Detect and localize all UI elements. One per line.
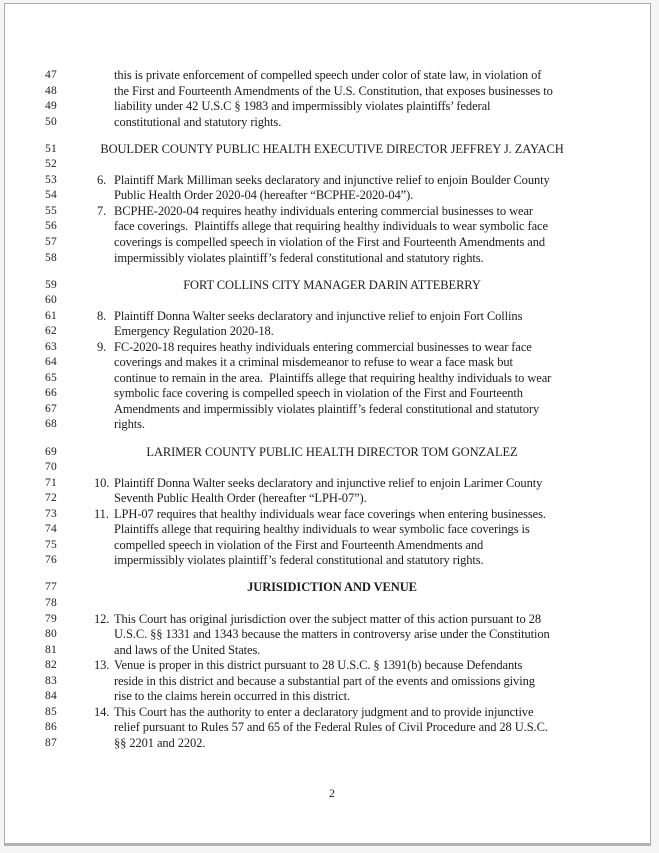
- line-text: Public Health Order 2020-04 (hereafter “BCPHE-2020-04”).: [114, 188, 414, 203]
- line-number: 85: [45, 705, 57, 718]
- line-number: 66: [45, 387, 57, 400]
- line-text: Emergency Regulation 2020-18.: [114, 324, 274, 339]
- line-text: rights.: [114, 417, 145, 432]
- document-line: [5, 460, 650, 476]
- line-content: [66, 674, 598, 690]
- item-marker: 14.: [94, 704, 110, 719]
- line-number: 69: [45, 445, 57, 458]
- line-content: [66, 219, 598, 235]
- line-number: 48: [45, 84, 57, 97]
- document-page: [4, 3, 651, 846]
- line-text: impermissibly violates plaintiff’s federal constitutional and statutory rights.: [114, 553, 484, 568]
- line-number: 75: [45, 538, 57, 551]
- line-number: 62: [45, 325, 57, 338]
- line-text: symbolic face covering is compelled speech in violation of the First and Fourteenth: [114, 386, 523, 401]
- document-line: [5, 219, 650, 235]
- line-content: [66, 720, 598, 736]
- line-number: 72: [45, 492, 57, 505]
- line-number: 73: [45, 507, 57, 520]
- line-number: 61: [45, 309, 57, 322]
- line-content: [66, 235, 598, 251]
- line-content: [66, 173, 598, 189]
- document-line: [5, 658, 650, 674]
- document-line: [5, 402, 650, 418]
- line-text: Amendments and impermissibly violates plaintiff’s federal constitutional and statutory: [114, 401, 540, 416]
- document-line: [5, 157, 650, 173]
- line-number: 65: [45, 371, 57, 384]
- item-marker: 8.: [97, 308, 107, 323]
- line-content: [66, 627, 598, 643]
- document-line: [5, 553, 650, 569]
- line-number: 63: [45, 340, 57, 353]
- document-line: [5, 643, 650, 659]
- document-line: [5, 355, 650, 371]
- line-number: 79: [45, 612, 57, 625]
- document-line: [5, 386, 650, 402]
- document-body: [5, 68, 650, 751]
- line-text: liability under 42 U.S.C § 1983 and impermissibly violates plaintiffs’ federal: [114, 99, 491, 114]
- document-line: [5, 720, 650, 736]
- line-text: Seventh Public Health Order (hereafter “LPH-07”).: [114, 491, 367, 506]
- line-content: [66, 84, 598, 100]
- line-text: LPH-07 requires that healthy individuals wear face coverings when entering businesses.: [114, 506, 546, 521]
- line-content: [66, 689, 598, 705]
- line-text: §§ 2201 and 2202.: [114, 735, 206, 750]
- line-content: [66, 522, 598, 538]
- document-line: [5, 173, 650, 189]
- document-line: [5, 142, 650, 158]
- document-line: [5, 522, 650, 538]
- document-line: [5, 612, 650, 628]
- line-content: [66, 476, 598, 492]
- line-number: 83: [45, 674, 57, 687]
- line-text: rise to the claims herein occurred in this district.: [114, 689, 351, 704]
- document-line: [5, 476, 650, 492]
- line-number: 82: [45, 659, 57, 672]
- item-marker: 9.: [97, 339, 107, 354]
- line-text: this is private enforcement of compelled speech under color of state law, in violation of: [114, 68, 542, 82]
- line-content: [66, 538, 598, 554]
- page-number: 2: [329, 786, 335, 800]
- line-text: reside in this district and because a substantial part of the events and omissions giving: [114, 673, 535, 688]
- line-content: [66, 204, 598, 220]
- item-marker: 6.: [97, 172, 107, 187]
- line-text: compelled speech in violation of the First and Fourteenth Amendments and: [114, 537, 484, 552]
- line-content: [66, 658, 598, 674]
- line-text: face coverings. Plaintiffs allege that requiring healthy individuals to wear symbolic face: [114, 219, 548, 234]
- line-text: continue to remain in the area. Plaintiffs allege that requiring healthy individuals to wear: [114, 370, 552, 385]
- document-line: [5, 84, 650, 100]
- line-content: [66, 115, 598, 131]
- document-line: [5, 705, 650, 721]
- document-line: [5, 689, 650, 705]
- line-number: 71: [45, 476, 57, 489]
- line-text: Venue is proper in this district pursuant to 28 U.S.C. § 1391(b) because Defendants: [114, 658, 523, 673]
- section-heading: LARIMER COUNTY PUBLIC HEALTH DIRECTOR TOM GONZALEZ: [146, 444, 518, 459]
- line-text: constitutional and statutory rights.: [114, 114, 282, 129]
- line-number: 47: [45, 69, 57, 81]
- document-line: [5, 674, 650, 690]
- line-content: [66, 643, 598, 659]
- line-content: [66, 417, 598, 433]
- document-line: [5, 538, 650, 554]
- line-content: [66, 324, 598, 340]
- line-number: 80: [45, 628, 57, 641]
- line-number: 64: [45, 356, 57, 369]
- item-marker: 13.: [94, 658, 110, 673]
- item-marker: 10.: [94, 475, 110, 490]
- line-content: [66, 386, 598, 402]
- document-line: [5, 371, 650, 387]
- line-content: [66, 507, 598, 523]
- line-content: [66, 705, 598, 721]
- document-line: [5, 68, 650, 84]
- line-number: 53: [45, 173, 57, 186]
- line-number: 56: [45, 220, 57, 233]
- line-number: 68: [45, 418, 57, 431]
- document-line: [5, 580, 650, 596]
- line-number: 87: [45, 736, 57, 749]
- line-number: 58: [45, 251, 57, 264]
- document-line: [5, 309, 650, 325]
- document-line: [5, 491, 650, 507]
- line-text: This Court has original jurisdiction over the subject matter of this action pursuant to 28: [114, 611, 542, 626]
- line-number: 76: [45, 554, 57, 567]
- section-heading: JURISIDICTION AND VENUE: [247, 580, 417, 595]
- line-number: 84: [45, 690, 57, 703]
- line-number: 70: [45, 461, 57, 474]
- line-text: coverings is compelled speech in violation of the First and Fourteenth Amendments and: [114, 234, 545, 249]
- line-number: 51: [45, 142, 57, 155]
- section-heading: BOULDER COUNTY PUBLIC HEALTH EXECUTIVE DIRECTOR JEFFREY J. ZAYACH: [100, 141, 564, 156]
- line-number: 60: [45, 294, 57, 307]
- line-text: impermissibly violates plaintiff’s federal constitutional and statutory rights.: [114, 250, 484, 265]
- line-content: [66, 491, 598, 507]
- line-content: [66, 612, 598, 628]
- document-line: [5, 736, 650, 752]
- document-line: [5, 278, 650, 294]
- document-line: [5, 417, 650, 433]
- document-line: [5, 445, 650, 461]
- line-text: Plaintiff Mark Milliman seeks declaratory and injunctive relief to enjoin Boulder County: [114, 172, 550, 187]
- section-heading: FORT COLLINS CITY MANAGER DARIN ATTEBERRY: [183, 277, 481, 292]
- line-content: [66, 309, 598, 325]
- document-line: [5, 115, 650, 131]
- line-content: [66, 99, 598, 115]
- line-number: 67: [45, 402, 57, 415]
- line-text: FC-2020-18 requires heathy individuals entering commercial businesses to wear face: [114, 339, 532, 354]
- line-number: 52: [45, 158, 57, 171]
- line-number: 49: [45, 100, 57, 113]
- line-text: BCPHE-2020-04 requires heathy individuals entering commercial businesses to wear: [114, 203, 533, 218]
- line-text: Plaintiff Donna Walter seeks declaratory and injunctive relief to enjoin Fort Collins: [114, 308, 523, 323]
- line-content: [66, 371, 598, 387]
- line-text: relief pursuant to Rules 57 and 65 of the Federal Rules of Civil Procedure and 28 U.S.C.: [114, 720, 548, 735]
- item-marker: 11.: [94, 506, 109, 521]
- line-text: and laws of the United States.: [114, 642, 261, 657]
- line-text: Plaintiffs allege that requiring healthy individuals to wear symbolic face coverings is: [114, 522, 530, 537]
- line-content: [66, 188, 598, 204]
- line-text: coverings and makes it a criminal misdemeanor to refuse to wear a face mask but: [114, 355, 513, 370]
- document-line: [5, 627, 650, 643]
- document-line: [5, 340, 650, 356]
- line-number: 77: [45, 581, 57, 594]
- item-marker: 7.: [97, 203, 107, 218]
- line-content: [66, 251, 598, 267]
- line-content: [66, 355, 598, 371]
- line-number: 50: [45, 115, 57, 128]
- line-number: 59: [45, 278, 57, 291]
- line-text: U.S.C. §§ 1331 and 1343 because the matters in controversy arise under the Constitution: [114, 627, 550, 642]
- line-content: [66, 553, 598, 569]
- line-text: This Court has the authority to enter a declaratory judgment and to provide injunctive: [114, 704, 534, 719]
- document-line: [5, 99, 650, 115]
- line-content: [66, 340, 598, 356]
- document-line: [5, 324, 650, 340]
- line-number: 74: [45, 523, 57, 536]
- line-content: [66, 402, 598, 418]
- item-marker: 12.: [94, 611, 110, 626]
- line-content: [66, 68, 598, 84]
- line-text: the First and Fourteenth Amendments of the U.S. Constitution, that exposes businesses to: [114, 83, 553, 98]
- document-line: [5, 188, 650, 204]
- document-line: [5, 596, 650, 612]
- line-content: [66, 736, 598, 752]
- line-text: Plaintiff Donna Walter seeks declaratory and injunctive relief to enjoin Larimer County: [114, 475, 543, 490]
- line-number: 57: [45, 235, 57, 248]
- document-line: [5, 293, 650, 309]
- line-number: 86: [45, 721, 57, 734]
- document-line: [5, 204, 650, 220]
- line-number: 78: [45, 596, 57, 609]
- document-line: [5, 235, 650, 251]
- line-number: 55: [45, 204, 57, 217]
- line-number: 81: [45, 643, 57, 656]
- document-line: [5, 251, 650, 267]
- document-line: [5, 507, 650, 523]
- line-number: 54: [45, 189, 57, 202]
